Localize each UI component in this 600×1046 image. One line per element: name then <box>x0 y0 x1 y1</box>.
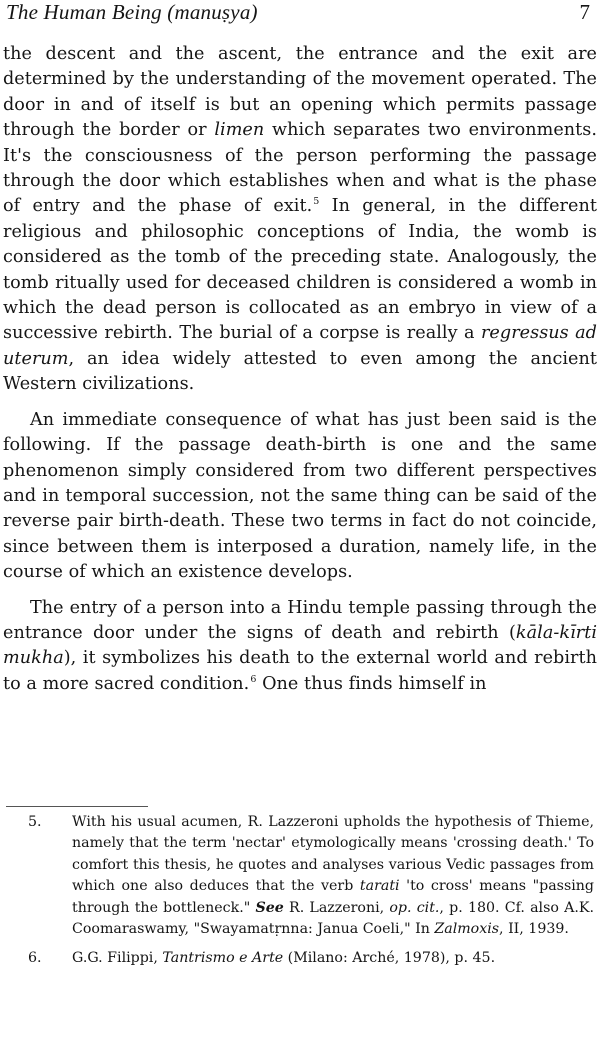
paragraph-1-text-1: the descent and the ascent, the entrance and the exit are determined by the understanding of the movement operated. The door in and of itself is but an opening which permits passage through the border or <box>3 44 597 141</box>
paragraph-3 <box>3 596 597 698</box>
footnote-5-text-5: , II, 1939. <box>499 921 569 938</box>
footnote-6-text-2: (Milano: Arché, 1978), p. 45. <box>283 950 496 967</box>
page-number: 7 <box>579 0 590 24</box>
footnote-5-text-3: R. Lazzeroni, <box>283 899 390 916</box>
paragraph-2 <box>3 408 597 586</box>
footnote-divider <box>6 806 148 807</box>
paragraph-3-text-3: One thus finds himself in <box>256 673 487 694</box>
footnote-ref-6[interactable]: 6 <box>250 673 257 685</box>
paragraph-2-text: An immediate consequence of what has just been said is the following. If the passage death-birth is one and the same phenomenon simply considered from two different perspectives and in temporal succession, not the same thing can be said of the reverse pair birth-death. These two terms in fact do not coincide, since between them is interposed a duration, namely life, in the course of which an existence develops. <box>3 409 597 583</box>
footnote-5-text-1: With his usual acumen, R. Lazzeroni upholds the hypothesis of Thieme, namely that the term 'nectar' etymologically means 'crossing death.' To comfort this thesis, he quotes and analyses various Vedic passages from which one also deduces that the verb <box>72 814 594 895</box>
paragraph-1-text-2: which separates two environments. It's the consciousness of the person performing the passage through the door which establishes when and what is the phase of entry and the phase of exit. <box>3 120 598 217</box>
footnote-text <box>72 948 594 969</box>
footnote-number: 6. <box>28 950 42 967</box>
footnote-5-italic-2: op. cit. <box>389 899 440 916</box>
paragraph-1-italic-1: limen <box>214 120 265 141</box>
footnote-number: 5. <box>28 814 42 830</box>
paragraph-1-text-4: , an idea widely attested to even among the ancient Western civilizations. <box>3 348 597 395</box>
paragraph-3-italic-1: kāla-kīrti mukha <box>3 622 597 669</box>
paragraph-1 <box>3 42 597 398</box>
footnote-5-text-2: 'to cross' means "passing through the bottleneck." <box>72 878 594 916</box>
paragraph-1-italic-2: regressus ad uterum <box>3 323 597 369</box>
paragraph-3-text-1: The entry of a person into a Hindu temple passing through the entrance door under the signs of death and rebirth ( <box>3 597 597 643</box>
footnote-6-italic-1: Tantrismo e Arte <box>162 950 284 967</box>
footnote-6 <box>28 948 594 969</box>
paragraph-1-text-3: In general, in the different religious and philosophic conceptions of India, the womb is considered as the tomb of the preceding state. Analogously, the tomb ritually used for deceased children is considered a womb in which the dead person is collocated as an embryo in view of a successive rebirth. The burial of a corpse is really a <box>3 196 597 344</box>
page-header <box>6 0 592 28</box>
running-head: The Human Being (manuṣya) <box>6 0 258 24</box>
paragraph-3-text-2: ), it symbolizes his death to the external world and rebirth to a more sacred condition. <box>3 648 597 694</box>
footnote-5 <box>28 812 594 940</box>
footnote-ref-5[interactable]: 5 <box>313 196 320 208</box>
footnote-5-text-4: , p. 180. Cf. also A.K. Coomaraswamy, "Swayamatṛnna: Janua Coeli," In <box>72 899 594 938</box>
footnote-5-italic-3: Zalmoxis <box>434 921 500 938</box>
footnote-5-see: See <box>255 899 284 916</box>
footnote-6-text-1: G.G. Filippi, <box>72 950 163 967</box>
footnotes <box>28 812 594 978</box>
footnote-5-italic-1: tarati <box>359 878 400 895</box>
footnote-text <box>72 812 594 940</box>
body-text <box>3 42 597 707</box>
